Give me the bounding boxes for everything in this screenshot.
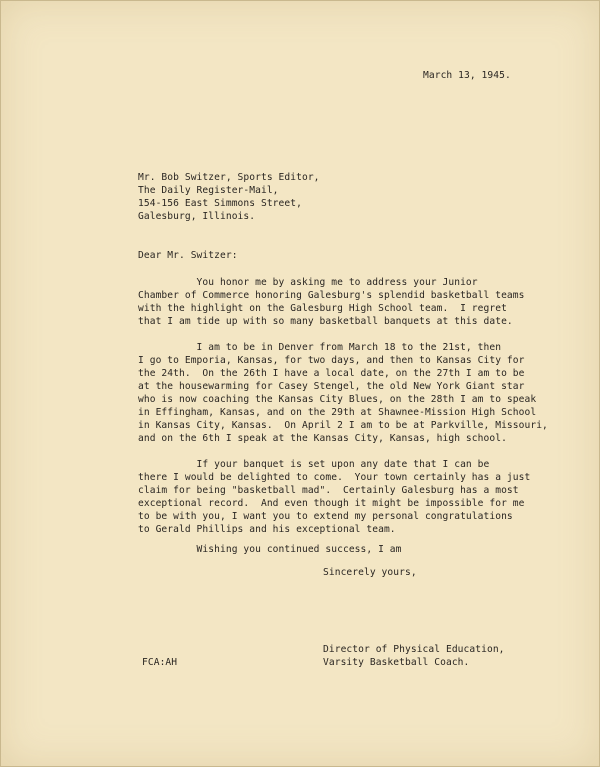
paragraph-3-line: If your banquet is set upon any date that I can be: [138, 459, 490, 470]
paragraph-3-line: to be with you, I want you to extend my personal congratulations: [138, 511, 513, 522]
signature-title-line-2: Varsity Basketball Coach.: [323, 657, 470, 668]
salutation: Dear Mr. Switzer:: [138, 250, 238, 261]
paragraph-3-line: exceptional record. And even though it might be impossible for me: [138, 498, 525, 509]
paragraph-2-line: in Effingham, Kansas, and on the 29th at Shawnee-Mission High School: [138, 407, 537, 418]
recipient-line-2: The Daily Register-Mail,: [138, 185, 279, 196]
recipient-line-4: Galesburg, Illinois.: [138, 211, 256, 222]
paragraph-2-line: in Kansas City, Kansas. On April 2 I am to be at Parkville, Missouri,: [138, 420, 548, 431]
paragraph-3-line: there I would be delighted to come. Your town certainly has a just: [138, 472, 531, 483]
signature-title-line-1: Director of Physical Education,: [323, 644, 505, 655]
closing: Sincerely yours,: [323, 567, 417, 578]
paragraph-2-line: and on the 6th I speak at the Kansas City, Kansas, high school.: [138, 433, 507, 444]
paragraph-4-line: Wishing you continued success, I am: [138, 544, 402, 555]
letter-date: March 13, 1945.: [423, 70, 511, 81]
paragraph-2-line: at the housewarming for Casey Stengel, the old New York Giant star: [138, 381, 525, 392]
recipient-line-3: 154-156 East Simmons Street,: [138, 198, 302, 209]
paragraph-3-line: claim for being "basketball mad". Certainly Galesburg has a most: [138, 485, 519, 496]
paragraph-1-line: that I am tide up with so many basketball banquets at this date.: [138, 316, 513, 327]
paragraph-2-line: the 24th. On the 26th I have a local date, on the 27th I am to be: [138, 368, 525, 379]
paragraph-2-line: who is now coaching the Kansas City Blues, on the 28th I am to speak: [138, 394, 537, 405]
recipient-line-1: Mr. Bob Switzer, Sports Editor,: [138, 172, 320, 183]
paragraph-1-line: with the highlight on the Galesburg High School team. I regret: [138, 303, 507, 314]
paragraph-2-line: I am to be in Denver from March 18 to the 21st, then: [138, 342, 502, 353]
paragraph-1-line: You honor me by asking me to address your Junior: [138, 277, 478, 288]
paragraph-3-line: to Gerald Phillips and his exceptional team.: [138, 524, 396, 535]
typist-initials: FCA:AH: [142, 657, 178, 668]
paragraph-1-line: Chamber of Commerce honoring Galesburg's splendid basketball teams: [138, 290, 525, 301]
paragraph-2-line: I go to Emporia, Kansas, for two days, and then to Kansas City for: [138, 355, 525, 366]
